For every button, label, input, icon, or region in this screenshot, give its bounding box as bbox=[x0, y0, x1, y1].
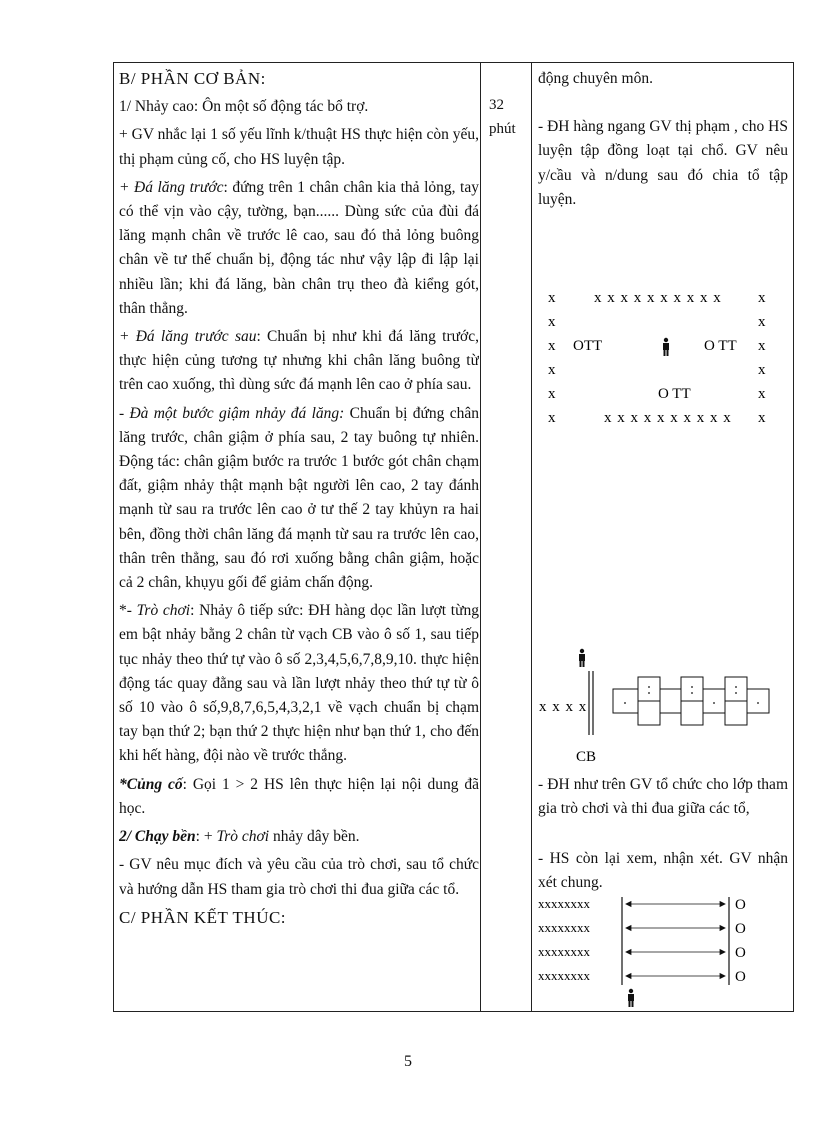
teacher-icon bbox=[579, 649, 585, 667]
student-mark: x bbox=[548, 362, 556, 378]
exercise-text: Chuẩn bị đứng chân lăng trước, chân giậm ở phía sau, 2 tay buông tự nhiên. Động tác: chân giậm bước ra trước 1 bước gót chân chạm đất, giậm nhảy thật mạnh bật người lên cao, 2 tay đánh mạnh từ sau ra trước lên cao ở tư thế 2 tay khủyn ra hai bên, đồng thời chân lăng đá mạnh từ sau ra trước lên cao, thân trên thẳng, sau đó rơi xuống bằng chân giậm, hoặc cả 2 chân, khụyu gối để giảm chấn động. bbox=[119, 404, 479, 592]
queue-marks: x x x x bbox=[539, 699, 588, 715]
target-mark: O bbox=[735, 921, 746, 937]
student-mark: x bbox=[548, 386, 556, 402]
content-paragraph: - GV nêu mục đích và yêu cầu của trò chơi, sau tổ chức và hướng dẫn HS tham gia trò chơi thi đua giữa các tổ. bbox=[119, 856, 479, 898]
student-mark: x bbox=[758, 290, 766, 306]
exercise-title: + Đá lăng trước sau bbox=[119, 328, 257, 346]
page-number: 5 bbox=[404, 1053, 412, 1070]
lesson-table bbox=[113, 62, 794, 1012]
endurance-game: Trò chơi bbox=[216, 828, 270, 846]
team-row: xxxxxxxx bbox=[538, 944, 590, 959]
method-paragraph: - ĐH hàng ngang GV thị phạm , cho HS luyện tập đồng loạt tại chổ. GV nêu y/cầu và n/dung sau đó chia tổ tập luyện. bbox=[538, 118, 788, 208]
method-paragraph: động chuyên môn. bbox=[538, 70, 653, 87]
section-heading-c: C/ PHẦN KẾT THÚC: bbox=[119, 907, 287, 927]
game-text: : Nhảy ô tiếp sức: ĐH hàng dọc lần lượt từng em bật nhảy bằng 2 chân từ vạch CB vào ô số 1, sau tiếp tục nhảy theo thứ tự vào ô số 2,3,4,5,6,7,8,9,10. thực hiện động tác quay đằng sau và lần lượt nhảy theo thứ tự từ ô số 10 vào ô số,9,8,7,6,5,4,3,2,1 về vạch chuẩn bị chạm tay bạn thứ 2; bạn thứ 2 thực hiện như bạn thứ 1, cho đến khi hết hàng, đội nào về trước thắng. bbox=[119, 602, 479, 765]
content-paragraph: + GV nhắc lại 1 số yếu lĩnh k/thuật HS thực hiện còn yếu, thị phạm củng cố, cho HS luyện tập. bbox=[119, 126, 479, 168]
endurance-sep: : + bbox=[195, 828, 217, 846]
exercise-text: : Chuẩn bị như khi đá lăng trước, thực hiện củng tương tự nhưng khi chân lăng buông từ trên cao xuống, thì dùng sức đá mạnh lên cao ở phía sau. bbox=[119, 328, 479, 394]
station-label: OTT bbox=[573, 338, 603, 354]
station-label: O TT bbox=[704, 338, 737, 354]
target-mark: O bbox=[735, 897, 746, 913]
column-divider bbox=[531, 63, 532, 1011]
student-mark: x bbox=[548, 290, 556, 306]
formation-diagram bbox=[538, 283, 788, 433]
student-mark: x bbox=[548, 410, 556, 426]
student-mark: x bbox=[758, 410, 766, 426]
student-mark: x bbox=[758, 338, 766, 354]
exercise-text: : đứng trên 1 chân chân kia thả lỏng, tay có thể vịn vào cậy, tường, bạn...... Dùng sức của đùi đá lăng mạnh chân về trước lê cao, sau đó thả lỏng buông chân về tư thế chuẩn bị, động tác như vậy lập đi lập lại nhiều lần; khi đá lăng, bàn chân trụ theo đà kiểng gót, thân thẳng. bbox=[119, 178, 479, 317]
method-paragraph: - HS còn lại xem, nhận xét. GV nhận xét chung. bbox=[538, 850, 788, 892]
hopscotch-diagram bbox=[538, 647, 788, 767]
student-mark: x bbox=[758, 314, 766, 330]
station-label: O TT bbox=[658, 386, 691, 402]
endurance-title: 2/ Chạy bền bbox=[119, 828, 196, 846]
student-mark: x bbox=[548, 314, 556, 330]
exercise-title: + Đá lăng trước bbox=[119, 178, 224, 196]
content-paragraph bbox=[119, 398, 479, 596]
section-heading-b: B/ PHẦN CƠ BẢN: bbox=[119, 69, 266, 88]
bullet-prefix: *- bbox=[119, 602, 137, 620]
column-divider bbox=[480, 63, 481, 1011]
target-mark: O bbox=[735, 969, 746, 985]
run-arrows bbox=[626, 902, 725, 979]
content-paragraph bbox=[119, 769, 479, 821]
game-title: Trò chơi bbox=[136, 602, 191, 620]
hop-grid bbox=[613, 677, 769, 725]
team-row: xxxxxxxx bbox=[538, 896, 590, 911]
time-column bbox=[485, 63, 531, 1011]
method-paragraph: - ĐH như trên GV tổ chức cho lớp tham gia trò chơi và thi đua giữa các tổ, bbox=[538, 776, 788, 818]
start-line-label: CB bbox=[576, 749, 597, 765]
team-row: xxxxxxxx bbox=[538, 968, 590, 983]
exercise-title: - Đà một bước giậm nhảy đá lăng: bbox=[119, 404, 345, 422]
duration-unit: phút bbox=[489, 121, 516, 137]
content-paragraph bbox=[119, 172, 479, 321]
method-column bbox=[538, 63, 788, 1011]
review-text: : Gọi 1 > 2 HS lên thực hiện lại nội dung đã học. bbox=[119, 775, 479, 817]
student-mark: x bbox=[758, 386, 766, 402]
student-mark: x bbox=[548, 338, 556, 354]
endurance-text: nhảy dây bền. bbox=[269, 828, 360, 846]
team-row: xxxxxxxx bbox=[538, 920, 590, 935]
student-row-bottom: x x x x x x x x x x bbox=[604, 410, 732, 426]
rope-game-diagram bbox=[538, 893, 788, 1011]
content-paragraph bbox=[119, 821, 479, 849]
teacher-icon bbox=[628, 989, 634, 1007]
student-row-top: x x x x x x x x x x bbox=[594, 290, 722, 306]
student-mark: x bbox=[758, 362, 766, 378]
review-title: *Củng cố bbox=[119, 775, 183, 793]
content-paragraph bbox=[119, 595, 479, 768]
teacher-icon bbox=[663, 338, 669, 356]
duration bbox=[485, 63, 531, 141]
content-paragraph: 1/ Nhảy cao: Ôn một số động tác bổ trợ. bbox=[119, 98, 369, 116]
duration-value: 32 bbox=[489, 97, 504, 113]
content-paragraph bbox=[119, 321, 479, 398]
content-column bbox=[119, 63, 479, 1011]
target-mark: O bbox=[735, 945, 746, 961]
